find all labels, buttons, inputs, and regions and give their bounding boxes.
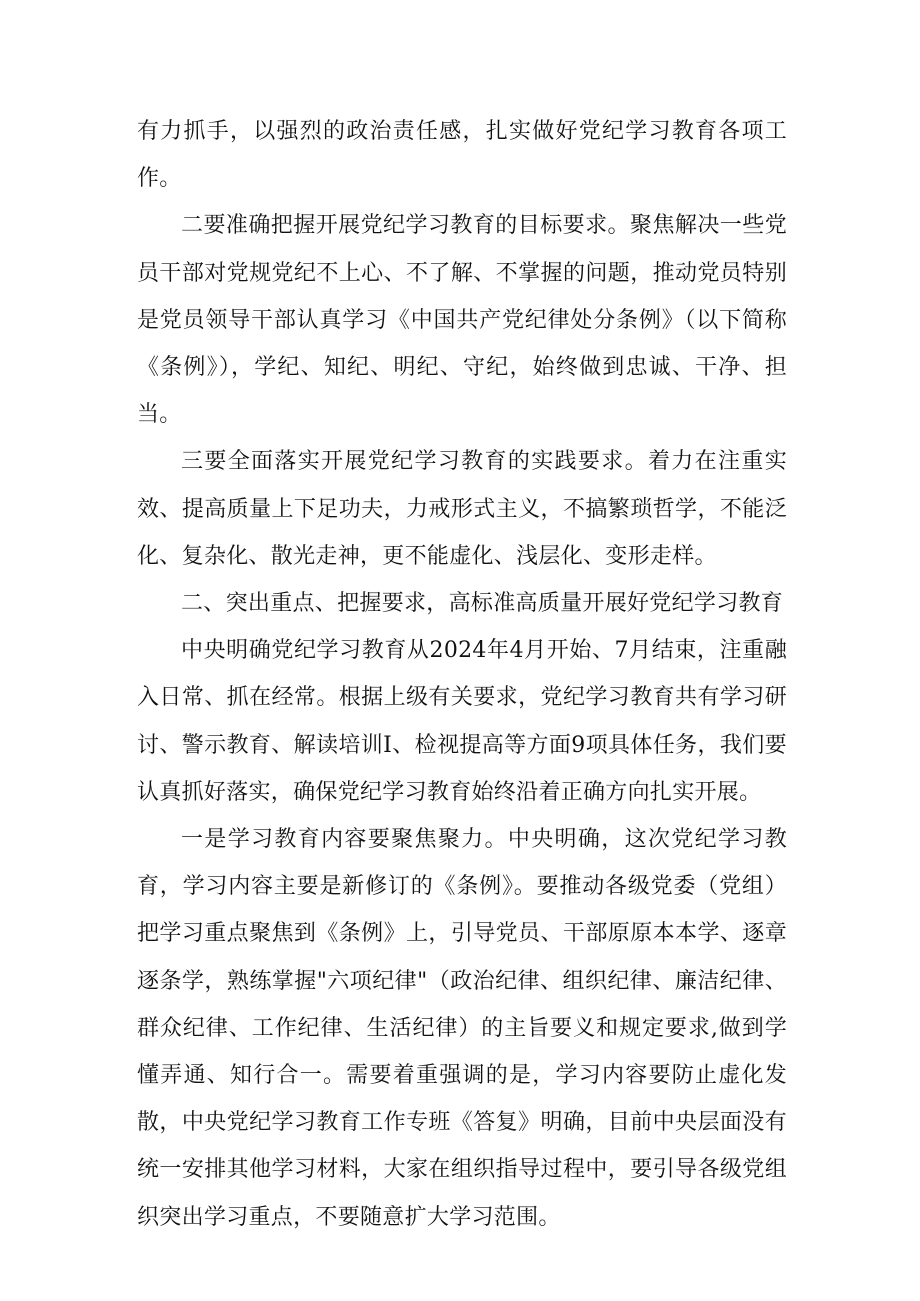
paragraph-study-content: 一是学习教育内容要聚焦聚力。中央明确，这次党纪学习教育，学习内容主要是新修订的《条例》。要推动各级党委（党组）把学习重点聚焦到《条例》上，引导党员、干部原原本本学、逐章逐条学，熟练掌握"六项纪律"（政治纪律、组织纪律、廉洁纪律、群众纪律、工作纪律、生活纪律）的主旨要义和规定要求,做到学懂弄通、知行合一。需要着重强调的是，学习内容要防止虚化发散，中央党纪学习教育工作专班《答复》明确，目前中央层面没有统一安排其他学习材料，大家在组织指导过程中，要引导各级党组织突出学习重点，不要随意扩大学习范围。 xyxy=(137,827,787,1230)
paragraph-practice-requirements: 三要全面落实开展党纪学习教育的实践要求。着力在注重实效、提高质量上下足功夫，力戒形式主义，不搞繁琐哲学，不能泛化、复杂化、散光走神，更不能虚化、浅层化、变形走样。 xyxy=(137,449,787,569)
document-body xyxy=(137,108,787,1241)
section-heading-two: 二、突出重点、把握要求，高标准高质量开展好党纪学习教育 xyxy=(181,591,784,617)
paragraph-target-requirements: 二要准确把握开展党纪学习教育的目标要求。聚焦解决一些党员干部对党规党纪不上心、不了解、不掌握的问题，推动党员特别是党员领导干部认真学习《中国共产党纪律处分条例》（以下简称《条例》），学纪、知纪、明纪、守纪，始终做到忠诚、干净、担当。 xyxy=(137,213,787,428)
paragraph-continuation: 有力抓手，以强烈的政治责任感，扎实做好党纪学习教育各项工作。 xyxy=(137,119,787,192)
paragraph-schedule: 中央明确党纪学习教育从2024年4月开始、7月结束，注重融入日常、抓在经常。根据上级有关要求，党纪学习教育共有学习研讨、警示教育、解读培训I、检视提高等方面9项具体任务，我们要认真抓好落实，确保党纪学习教育始终沿着正确方向扎实开展。 xyxy=(137,638,787,805)
